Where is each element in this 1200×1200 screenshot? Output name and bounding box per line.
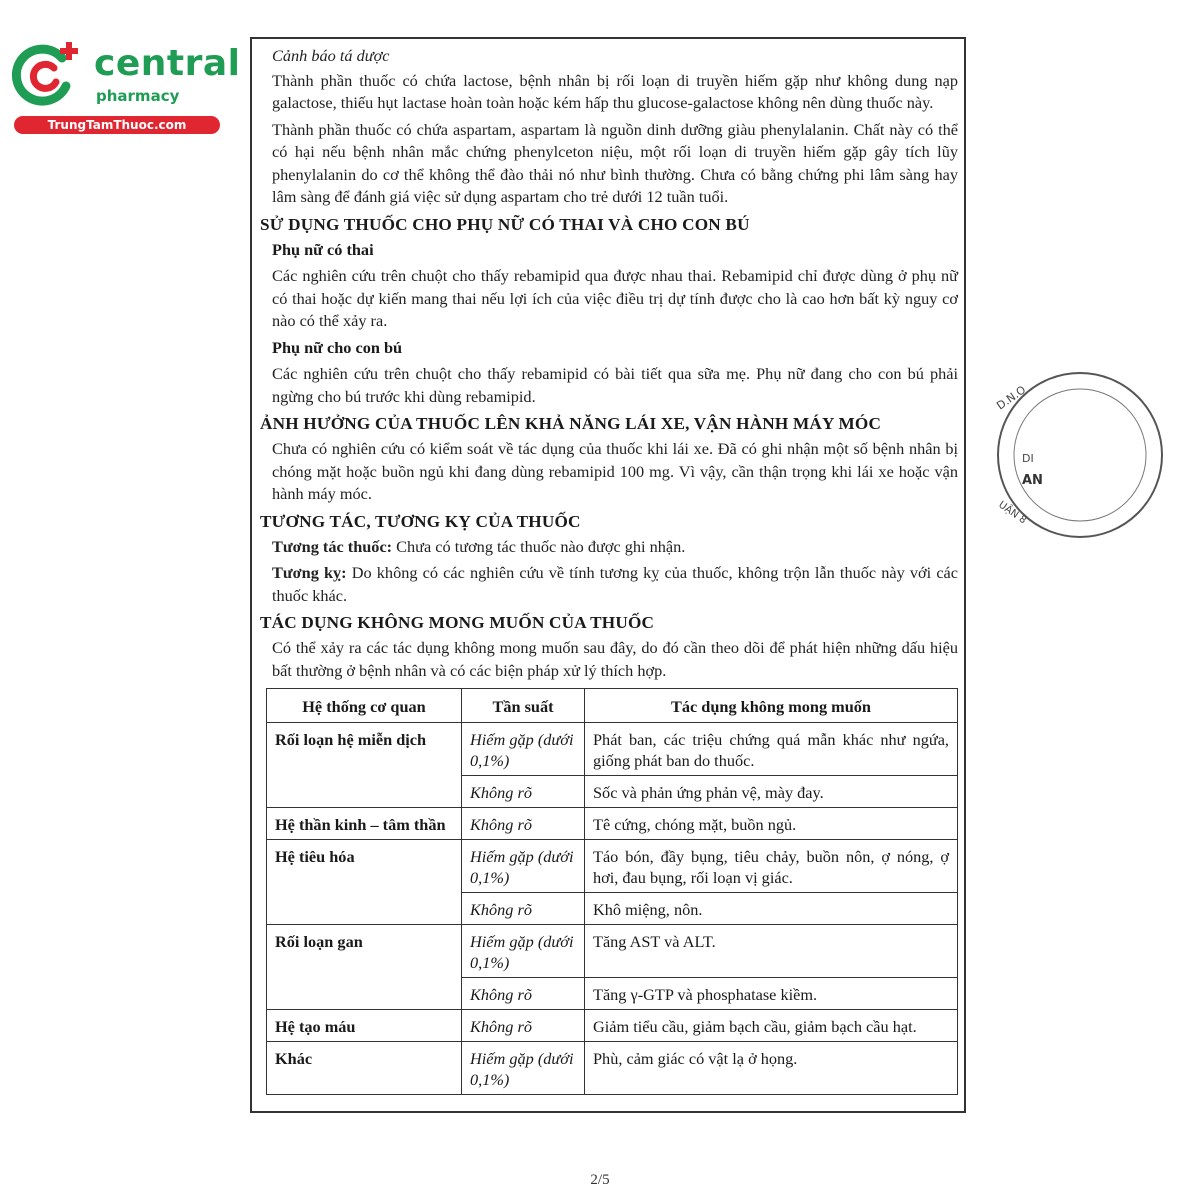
table-header-row: [267, 689, 958, 723]
organ-system-cell: Rối loạn hệ miễn dịch: [267, 723, 462, 808]
breastfeeding-paragraph: Các nghiên cứu trên chuột cho thấy rebamipid có bài tiết qua sữa mẹ. Phụ nữ đang cho con bú phải ngừng cho bú trước khi dùng rebamipid.: [272, 364, 958, 406]
driving-heading: ẢNH HƯỞNG CỦA THUỐC LÊN KHẢ NĂNG LÁI XE, VẬN HÀNH MÁY MÓC: [260, 414, 882, 433]
table-row: [267, 840, 958, 893]
document-page: [250, 37, 966, 1113]
frequency-cell: Không rõ: [462, 893, 585, 925]
organ-system-cell: Hệ thần kinh – tâm thần: [267, 808, 462, 840]
incompatibility-text: Do không có các nghiên cứu về tính tương kỵ của thuốc, không trộn lẫn thuốc này với các thuốc khác.: [272, 563, 958, 605]
pharmacy-logo: [10, 38, 241, 138]
header-adverse-effect: Tác dụng không mong muốn: [585, 689, 958, 723]
frequency-cell: Không rõ: [462, 808, 585, 840]
effect-cell: Phát ban, các triệu chứng quá mẫn khác như ngứa, giống phát ban do thuốc.: [585, 723, 958, 776]
pregnant-subheading: Phụ nữ có thai: [272, 239, 374, 259]
frequency-cell: Hiếm gặp (dưới 0,1%): [462, 1042, 585, 1095]
breastfeeding-subheading: Phụ nữ cho con bú: [272, 337, 403, 357]
interaction-label: Tương tác thuốc:: [272, 536, 393, 556]
frequency-cell: Không rõ: [462, 1010, 585, 1042]
page-number: 2/5: [590, 1172, 610, 1188]
frequency-cell: Hiếm gặp (dưới 0,1%): [462, 925, 585, 978]
effect-cell: Khô miệng, nôn.: [585, 893, 958, 925]
frequency-cell: Hiếm gặp (dưới 0,1%): [462, 840, 585, 893]
effect-cell: Tăng γ-GTP và phosphatase kiềm.: [585, 978, 958, 1010]
organ-system-cell: Hệ tạo máu: [267, 1010, 462, 1042]
table-row: [267, 1042, 958, 1095]
effect-cell: Sốc và phản ứng phản vệ, mày đay.: [585, 776, 958, 808]
excipient-warning-title: Cảnh báo tá dược: [272, 46, 390, 65]
interaction-heading: TƯƠNG TÁC, TƯƠNG KỴ CỦA THUỐC: [260, 511, 581, 531]
organ-system-cell: Khác: [267, 1042, 462, 1095]
effect-cell: Táo bón, đầy bụng, tiêu chảy, buồn nôn, ợ nóng, ợ hơi, đau bụng, rối loạn vị giác.: [585, 840, 958, 893]
header-frequency: Tần suất: [462, 689, 585, 723]
excipient-lactose-paragraph: Thành phần thuốc có chứa lactose, bệnh nhân bị rối loạn di truyền hiếm gặp như không dung nạp galactose, thiếu hụt lactase hoàn toàn hoặc kém hấp thu glucose-galactose không nên dùng thuốc này.: [272, 70, 958, 112]
logo-title: central: [94, 43, 241, 84]
stamp-fragment-1: D.N.O: [994, 383, 1029, 413]
logo-subtitle: pharmacy: [96, 87, 180, 105]
interaction-paragraph: [260, 536, 958, 559]
effect-cell: Giảm tiểu cầu, giảm bạch cầu, giảm bạch cầu hạt.: [585, 1010, 958, 1042]
frequency-cell: Hiếm gặp (dưới 0,1%): [462, 723, 585, 776]
incompatibility-label: Tương kỵ:: [272, 563, 347, 582]
logo-banner: TrungTamThuoc.com: [14, 116, 220, 134]
table-row: [267, 808, 958, 840]
stamp-fragment-4: UẬN 8: [996, 499, 1029, 527]
pregnant-paragraph: Các nghiên cứu trên chuột cho thấy rebamipid qua được nhau thai. Rebamipid chỉ được dùng ở phụ nữ có thai hoặc dự kiến mang thai nếu lợi ích của việc điều trị dự tính được cho là cao hơn bất kỳ nguy cơ nào có thể xảy ra.: [272, 266, 958, 330]
excipient-aspartam-paragraph: Thành phần thuốc có chứa aspartam, aspartam là nguồn dinh dưỡng giàu phenylalanin. Chất này có thể có hại nếu bệnh nhân mắc chứng phenylceton niệu, một rối loạn di truyền hiếm gặp gây tích lũy phenylalanin do cơ thể không thể đào thải nó như bình thường. Chưa có bằng chứng phi lâm sàng hay lâm sàng để đánh giá việc sử dụng aspartam cho trẻ dưới 12 tuần tuổi.: [272, 119, 958, 206]
stamp-fragment-2: DI: [1022, 452, 1034, 465]
effect-cell: Phù, cảm giác có vật lạ ở họng.: [585, 1042, 958, 1095]
adverse-effects-heading: TÁC DỤNG KHÔNG MONG MUỐN CỦA THUỐC: [260, 613, 655, 632]
table-row: [267, 925, 958, 978]
effect-cell: Tê cứng, chóng mặt, buồn ngủ.: [585, 808, 958, 840]
organ-system-cell: Hệ tiêu hóa: [267, 840, 462, 925]
stamp-fragment-3: AN: [1022, 473, 1043, 488]
incompatibility-paragraph: [260, 562, 958, 607]
header-organ-system: Hệ thống cơ quan: [267, 689, 462, 723]
central-pharmacy-logo-icon: [10, 38, 84, 112]
frequency-cell: Không rõ: [462, 978, 585, 1010]
effect-cell: Tăng AST và ALT.: [585, 925, 958, 978]
adverse-effects-intro: Có thể xảy ra các tác dụng không mong muốn sau đây, do đó cần theo dõi để phát hiện những dấu hiệu bất thường ở bệnh nhân và có các biện pháp xử lý thích hợp.: [272, 638, 958, 680]
organ-system-cell: Rối loạn gan: [267, 925, 462, 1010]
interaction-text: Chưa có tương tác thuốc nào được ghi nhận.: [392, 536, 686, 556]
pregnancy-heading: SỬ DỤNG THUỐC CHO PHỤ NỮ CÓ THAI VÀ CHO CON BÚ: [260, 214, 750, 234]
table-row: [267, 1010, 958, 1042]
adverse-effects-table: [266, 688, 958, 1095]
table-row: [267, 723, 958, 776]
driving-paragraph: Chưa có nghiên cứu có kiểm soát về tác dụng của thuốc khi lái xe. Đã có ghi nhận một số bệnh nhân bị chóng mặt hoặc buồn ngủ khi đang dùng rebamipid 100 mg. Vì vậy, cần thận trọng khi lái xe hoặc vận hành máy móc.: [272, 439, 958, 503]
frequency-cell: Không rõ: [462, 776, 585, 808]
official-stamp: [992, 370, 1043, 540]
